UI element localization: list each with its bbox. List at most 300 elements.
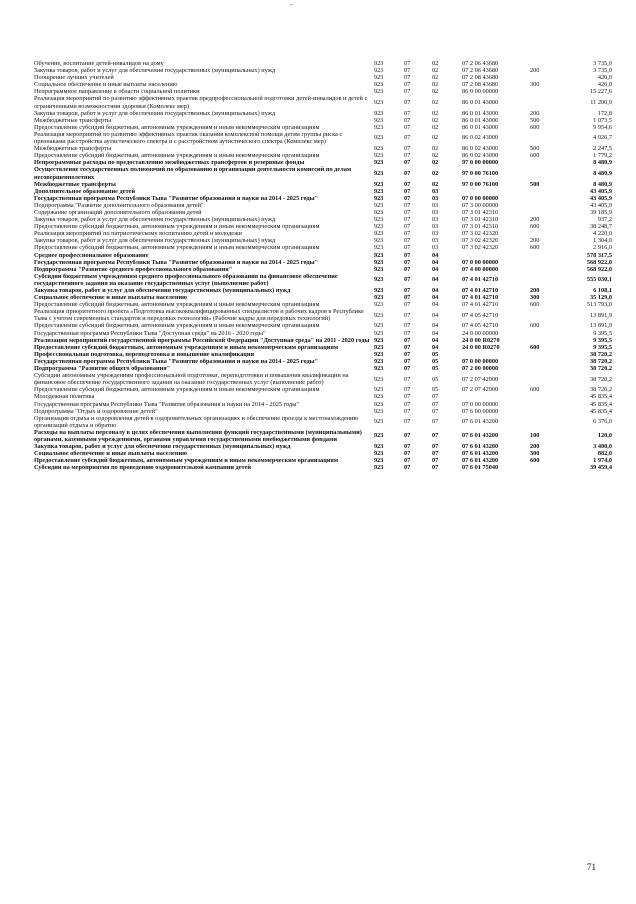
table-row: [34, 188, 612, 195]
row-name: Реализация мероприятий государственной программы Российской Федерации "Доступная среда" на 2011 - 2020 годы: [34, 336, 370, 344]
row-code: 923: [374, 336, 384, 344]
row-expense-type: 500: [530, 145, 540, 153]
row-sum: 13 891,9: [589, 311, 612, 319]
row-target-item: 07 3 00 00000: [462, 201, 499, 209]
row-subsection: 07: [432, 393, 439, 401]
row-expense-type: [530, 259, 568, 266]
row-sum: 578 317,5: [586, 251, 612, 259]
row-subsection: 04: [432, 322, 439, 330]
table-row: [34, 308, 612, 322]
row-expense-type: [530, 159, 568, 166]
row-target-item: 07 2 06 43680: [462, 67, 499, 75]
row-section: 07: [404, 244, 411, 252]
row-sum: 11 200,9: [590, 99, 612, 107]
table-row: [34, 372, 612, 386]
row-subsection: 02: [432, 81, 439, 89]
row-target-item: 07 2 08 43680: [462, 74, 499, 82]
table-row: [34, 67, 612, 74]
row-expense-type: [530, 60, 568, 67]
row-expense-type: 200: [530, 216, 540, 224]
row-name: Поощрение лучших учителей: [34, 74, 114, 82]
table-row: [34, 464, 612, 471]
row-target-item: 86 0 01 43000: [462, 99, 499, 107]
row-subsection: 07: [432, 457, 439, 465]
row-section: 07: [404, 201, 411, 209]
row-section: 07: [404, 159, 411, 167]
row-code: 923: [374, 81, 384, 89]
row-section: 07: [404, 169, 411, 177]
budget-table: [34, 60, 612, 471]
row-section: 07: [404, 322, 411, 330]
row-target-item: 07 3 02 42320: [462, 230, 499, 238]
row-name: Подпрограмма "Развитие общего образования": [34, 365, 171, 373]
row-expense-type: 300: [530, 450, 540, 458]
table-row: [34, 88, 612, 95]
row-target-item: 07 0 00 00000: [462, 400, 499, 408]
row-name: Государственная программа Республики Тыва "Доступная среда" на 2016 - 2020 годы": [34, 329, 266, 337]
row-code: 923: [374, 276, 384, 284]
row-target-item: 97 0 00 00000: [462, 159, 499, 167]
table-row: [34, 159, 612, 166]
table-row: [34, 259, 612, 266]
row-target-item: 07 6 01 43200: [462, 457, 499, 465]
row-sum: 6 108,1: [593, 287, 612, 294]
row-expense-type: [530, 365, 568, 372]
row-target-item: 07 2 07 42900: [462, 375, 499, 383]
row-sum: 38 720,2: [589, 386, 612, 394]
row-name: Реализация мероприятий по развитию эффективных практик оказания комплексной помощи детям группы риска с признаками расстройства аутистического спектра и с расстройством аутистического спектра (Комплекс мер): [34, 130, 343, 146]
row-code: 923: [374, 407, 384, 415]
row-subsection: 04: [432, 251, 439, 259]
row-sum: 43 405,9: [589, 194, 612, 202]
page-number: 71: [587, 862, 596, 872]
row-code: 923: [374, 159, 384, 167]
row-target-item: 24 0 00 R0270: [462, 343, 500, 351]
row-subsection: 03: [432, 187, 439, 195]
row-expense-type: [530, 188, 568, 195]
row-code: 923: [374, 230, 384, 238]
row-section: 07: [404, 88, 411, 96]
row-sum: 172,8: [597, 109, 612, 117]
row-code: 923: [374, 244, 384, 252]
row-target-item: 07 4 00 00000: [462, 265, 499, 273]
row-name: Предоставление субсидий бюджетным, автономным учреждениям и иным некоммерческим организациям: [34, 322, 320, 330]
row-expense-type: [530, 74, 568, 81]
row-subsection: 07: [432, 400, 439, 408]
row-subsection: 05: [432, 365, 439, 373]
row-subsection: 02: [432, 116, 439, 124]
row-sum: 3 735,0: [593, 67, 612, 75]
table-row: [34, 152, 612, 159]
row-subsection: 03: [432, 201, 439, 209]
row-sum: 35 129,0: [589, 294, 612, 302]
row-name: Осуществление государственных полномочий по образованию и организации деятельности комиссий по делам несовершеннолетних: [34, 166, 352, 181]
row-subsection: 05: [432, 357, 439, 365]
row-target-item: 86 0 01 43000: [462, 123, 499, 131]
row-code: 923: [374, 329, 384, 337]
row-name: Реализация мероприятий по развитию эффективных практик предпрофессиональной подготовки детей-инвалидов и детей с ограниченными возможностями здоровья (Комплекс мер): [34, 95, 368, 110]
row-sum: 2 916,0: [593, 244, 612, 252]
row-subsection: 02: [432, 134, 439, 142]
row-section: 07: [404, 123, 411, 131]
row-expense-type: [530, 401, 568, 408]
row-name: Государственная программа Республики Тыва "Развитие образования и науки на 2014 - 2025 годы": [34, 357, 319, 365]
row-sum: 45 835,4: [589, 400, 612, 408]
row-target-item: 86 0 02 43000: [462, 134, 499, 142]
row-target-item: 07 3 01 42310: [462, 208, 499, 216]
row-subsection: 05: [432, 386, 439, 394]
row-code: 923: [374, 116, 384, 124]
row-expense-type: [530, 464, 568, 471]
row-expense-type: [530, 308, 568, 322]
row-target-item: [462, 252, 530, 259]
row-section: 07: [404, 343, 411, 351]
row-expense-type: 200: [530, 109, 540, 117]
row-section: 07: [404, 180, 411, 188]
row-target-item: 86 0 02 43000: [462, 145, 499, 153]
row-code: 923: [374, 265, 384, 273]
row-name: Содержание организаций дополнительного образования детей: [34, 208, 202, 216]
row-code: 923: [374, 74, 384, 82]
row-code: 923: [374, 375, 384, 383]
row-expense-type: 600: [530, 322, 540, 330]
table-row: [34, 252, 612, 259]
row-subsection: 04: [432, 336, 439, 344]
row-expense-type: [530, 330, 568, 337]
row-expense-type: 200: [530, 237, 540, 245]
row-section: 07: [404, 329, 411, 337]
row-section: 07: [404, 393, 411, 401]
row-code: 923: [374, 301, 384, 309]
row-sum: 1 779,2: [593, 152, 612, 160]
row-name: Молодежная политика: [34, 393, 95, 401]
row-sum: 120,0: [597, 432, 612, 440]
row-code: 923: [374, 386, 384, 394]
row-subsection: 03: [432, 208, 439, 216]
row-sum: 9 395,5: [593, 343, 612, 351]
row-target-item: 86 0 00 00000: [462, 88, 499, 96]
row-section: 07: [404, 375, 411, 383]
row-subsection: 03: [432, 216, 439, 224]
row-name: Предоставление субсидий бюджетным, автономным учреждениям и иным некоммерческим организациям: [34, 457, 339, 465]
row-code: 923: [374, 88, 384, 96]
row-name: Государственная программа Республики Тыва "Развитие образования и науки на 2014 - 2025 годы": [34, 194, 319, 202]
row-name: Непрограммное направление в области социальной политики: [34, 88, 200, 96]
row-expense-type: 600: [530, 223, 540, 231]
row-sum: 6 376,0: [593, 418, 612, 426]
row-code: 923: [374, 251, 384, 259]
row-code: 923: [374, 180, 384, 188]
row-section: 07: [404, 301, 411, 309]
row-sum: 38 248,7: [589, 223, 612, 231]
table-row: [34, 351, 612, 358]
row-target-item: 07 6 01 43200: [462, 450, 499, 458]
row-code: 923: [374, 258, 384, 266]
row-sum: 1 974,0: [593, 457, 612, 465]
table-row: [34, 273, 612, 287]
table-row: [34, 287, 612, 294]
row-section: 07: [404, 116, 411, 124]
row-section: 07: [404, 336, 411, 344]
row-code: 923: [374, 194, 384, 202]
row-target-item: 07 3 02 42320: [462, 244, 499, 252]
table-row: [34, 202, 612, 209]
row-subsection: 04: [432, 265, 439, 273]
row-name: Предоставление субсидий бюджетным, автономным учреждениям и иным некоммерческим организациям: [34, 343, 339, 351]
row-code: 923: [374, 464, 384, 472]
row-sum: 45 835,4: [589, 407, 612, 415]
row-subsection: 04: [432, 276, 439, 284]
row-subsection: 07: [432, 407, 439, 415]
row-sum: 13 891,9: [589, 322, 612, 330]
row-name: Закупка товаров, работ и услуг для обеспечения государственных (муниципальных) нужд: [34, 216, 276, 224]
row-sum: 8 480,9: [593, 180, 612, 188]
row-subsection: 03: [432, 223, 439, 231]
row-target-item: 07 4 05 42710: [462, 322, 499, 330]
row-expense-type: [530, 358, 568, 365]
row-subsection: 04: [432, 287, 439, 294]
row-expense-type: 500: [530, 180, 540, 188]
row-subsection: 05: [432, 350, 439, 358]
row-target-item: 07 3 01 42310: [462, 223, 499, 231]
row-code: 923: [374, 123, 384, 131]
row-section: 07: [404, 145, 411, 153]
table-row: [34, 223, 612, 230]
row-subsection: 02: [432, 88, 439, 96]
row-target-item: 07 3 01 42310: [462, 216, 499, 224]
table-row: [34, 415, 612, 429]
row-expense-type: [530, 351, 568, 358]
row-name: Межбюджетные трансферты: [34, 180, 116, 188]
row-sum: 38 720,2: [589, 375, 612, 383]
table-row: [34, 195, 612, 202]
row-target-item: 07 4 01 42710: [462, 294, 499, 302]
table-row: [34, 145, 612, 152]
row-code: 923: [374, 294, 384, 302]
row-section: 07: [404, 74, 411, 82]
row-code: 923: [374, 60, 384, 67]
row-subsection: 07: [432, 432, 439, 440]
row-subsection: 02: [432, 152, 439, 160]
row-subsection: 02: [432, 159, 439, 167]
row-expense-type: [530, 131, 568, 145]
row-subsection: 07: [432, 464, 439, 472]
table-row: [34, 301, 612, 308]
row-name: Подпрограмма "Развитие дополнительного образования детей": [34, 201, 204, 209]
row-subsection: 07: [432, 443, 439, 451]
row-code: 923: [374, 343, 384, 351]
row-section: 07: [404, 287, 411, 294]
row-subsection: 04: [432, 258, 439, 266]
row-name: Предоставление субсидий бюджетным, автономным учреждениям и иным некоммерческим организациям: [34, 223, 320, 231]
row-code: 923: [374, 187, 384, 195]
row-sum: 43 405,9: [589, 201, 612, 209]
row-section: 07: [404, 357, 411, 365]
table-row: [34, 330, 612, 337]
table-row: [34, 322, 612, 329]
table-row: [34, 81, 612, 88]
row-sum: 9 395,5: [593, 329, 612, 337]
row-expense-type: [530, 166, 568, 180]
row-expense-type: 200: [530, 67, 540, 75]
row-section: 07: [404, 464, 411, 472]
row-name: Закупка товаров, работ и услуг для обеспечения государственных (муниципальных) нужд: [34, 443, 291, 451]
row-name: Непрограммные расходы по предоставлению межбюджетных трансфертов и резервные фонды: [34, 159, 305, 167]
table-row: [34, 393, 612, 400]
row-code: 923: [374, 418, 384, 426]
row-target-item: 07 0 00 00000: [462, 194, 499, 202]
row-section: 07: [404, 443, 411, 451]
row-code: 923: [374, 450, 384, 458]
row-section: 07: [404, 152, 411, 160]
row-subsection: 04: [432, 329, 439, 337]
row-sum: 8 480,9: [593, 169, 612, 177]
row-subsection: 04: [432, 294, 439, 302]
row-target-item: 07 0 00 00000: [462, 357, 499, 365]
row-subsection: 03: [432, 237, 439, 245]
row-expense-type: [530, 337, 568, 344]
row-name: Закупка товаров, работ и услуг для обеспечения государственных (муниципальных) нужд: [34, 287, 291, 294]
row-target-item: 07 2 08 43680: [462, 81, 499, 89]
row-section: 07: [404, 386, 411, 394]
row-subsection: 02: [432, 180, 439, 188]
table-row: [34, 358, 612, 365]
table-row: [34, 95, 612, 109]
row-target-item: 07 6 01 43200: [462, 432, 499, 440]
row-section: 07: [404, 230, 411, 238]
row-code: 923: [374, 216, 384, 224]
row-name: Предоставление субсидий бюджетным, автономным учреждениям и иным некоммерческим организациям: [34, 386, 320, 394]
row-code: 923: [374, 208, 384, 216]
row-code: 923: [374, 443, 384, 451]
row-target-item: 24 0 00 00000: [462, 329, 499, 337]
budget-table-body: [34, 60, 612, 471]
row-target-item: [462, 393, 530, 400]
row-target-item: 07 6 01 75040: [462, 464, 499, 472]
row-expense-type: 200: [530, 443, 540, 451]
row-code: 923: [374, 145, 384, 153]
row-code: 923: [374, 350, 384, 358]
row-name: Социальное обеспечение и иные выплаты населению: [34, 81, 178, 89]
row-expense-type: 200: [530, 287, 540, 294]
row-code: 923: [374, 432, 384, 440]
row-name: Социальное обеспечение и иные выплаты населению: [34, 450, 187, 458]
row-name: Дополнительное образование детей: [34, 187, 135, 195]
row-sum: 3 400,0: [593, 443, 612, 451]
row-target-item: 86 0 02 43000: [462, 152, 499, 160]
row-section: 07: [404, 223, 411, 231]
row-expense-type: [530, 195, 568, 202]
row-code: 923: [374, 311, 384, 319]
row-target-item: 07 2 07 42900: [462, 386, 499, 394]
row-expense-type: 100: [530, 432, 540, 440]
table-row: [34, 209, 612, 216]
row-sum: 9 395,5: [593, 336, 612, 344]
row-section: 07: [404, 258, 411, 266]
row-name: Реализация приоритетного проекта «Подготовка высококвалифицированных специалистов и рабочих кадров в Республике Тыва с учетом современных стандартов и передовых технологий» (Рабочие кадры для передовых технологий): [34, 308, 364, 323]
row-target-item: 86 0 01 43000: [462, 116, 499, 124]
row-name: Предоставление субсидий бюджетным, автономным учреждениям и иным некоммерческим организациям: [34, 123, 320, 131]
row-section: 07: [404, 194, 411, 202]
row-target-item: [462, 351, 530, 358]
table-row: [34, 344, 612, 351]
row-code: 923: [374, 152, 384, 160]
row-name: Профессиональная подготовка, переподготовка и повышение квалификации: [34, 350, 255, 358]
row-target-item: 07 6 01 43200: [462, 418, 499, 426]
row-subsection: 02: [432, 99, 439, 107]
row-subsection: 04: [432, 311, 439, 319]
row-subsection: 02: [432, 145, 439, 153]
row-expense-type: 600: [530, 386, 540, 394]
row-code: 923: [374, 322, 384, 330]
row-target-item: 07 4 01 42710: [462, 276, 499, 284]
row-expense-type: [530, 209, 568, 216]
row-name: Межбюджетные трансферты: [34, 116, 112, 124]
table-row: [34, 401, 612, 408]
row-expense-type: [530, 266, 568, 273]
row-name: Расходы на выплаты персоналу в целях обеспечения выполнения функций государственными (муниципальными) органами, казенными учреждениями, органами управления государственными внебюджетными фондами: [34, 428, 362, 443]
row-target-item: 86 0 01 43000: [462, 109, 499, 117]
table-row: [34, 457, 612, 464]
row-sum: 568 922,0: [586, 265, 612, 273]
row-code: 923: [374, 134, 384, 142]
row-section: 07: [404, 187, 411, 195]
row-code: 923: [374, 237, 384, 245]
row-sum: 45 835,4: [589, 393, 612, 401]
row-code: 923: [374, 400, 384, 408]
row-code: 923: [374, 99, 384, 107]
row-sum: 3 735,0: [593, 60, 612, 67]
table-row: [34, 337, 612, 344]
row-name: Закупка товаров, работ и услуг для обеспечения государственных (муниципальных) нужд: [34, 237, 276, 245]
table-row: [34, 74, 612, 81]
row-section: 07: [404, 134, 411, 142]
row-target-item: 07 4 05 42710: [462, 311, 499, 319]
table-row: [34, 244, 612, 251]
row-expense-type: [530, 393, 568, 400]
row-section: 07: [404, 311, 411, 319]
table-row: [34, 216, 612, 223]
row-expense-type: 600: [530, 457, 540, 465]
row-name: Закупка товаров, работ и услуг для обеспечения государственных (муниципальных) нужд: [34, 67, 276, 75]
row-section: 07: [404, 294, 411, 302]
row-name: Межбюджетные трансферты: [34, 145, 112, 153]
row-target-item: 07 0 00 00000: [462, 258, 499, 266]
row-expense-type: [530, 408, 568, 415]
row-expense-type: 600: [530, 152, 540, 160]
row-section: 07: [404, 350, 411, 358]
row-target-item: 07 4 01 42710: [462, 301, 499, 309]
row-code: 923: [374, 223, 384, 231]
table-row: [34, 408, 612, 415]
table-row: [34, 429, 612, 443]
row-sum: 4 220,0: [593, 230, 612, 238]
row-target-item: 97 0 00 76100: [462, 180, 499, 188]
row-code: 923: [374, 457, 384, 465]
row-name: Закупка товаров, работ и услуг для обеспечения государственных (муниципальных) нужд: [34, 109, 276, 117]
row-expense-type: [530, 273, 568, 287]
row-section: 07: [404, 99, 411, 107]
row-sum: 39 459,4: [589, 464, 612, 472]
row-name: Подпрограмма "Отдых и оздоровление детей": [34, 407, 158, 415]
table-row: [34, 181, 612, 188]
row-sum: 420,0: [597, 74, 612, 82]
row-section: 07: [404, 60, 411, 67]
table-row: [34, 124, 612, 131]
row-expense-type: [530, 415, 568, 429]
row-sum: 38 720,2: [589, 357, 612, 365]
row-expense-type: 600: [530, 343, 540, 351]
